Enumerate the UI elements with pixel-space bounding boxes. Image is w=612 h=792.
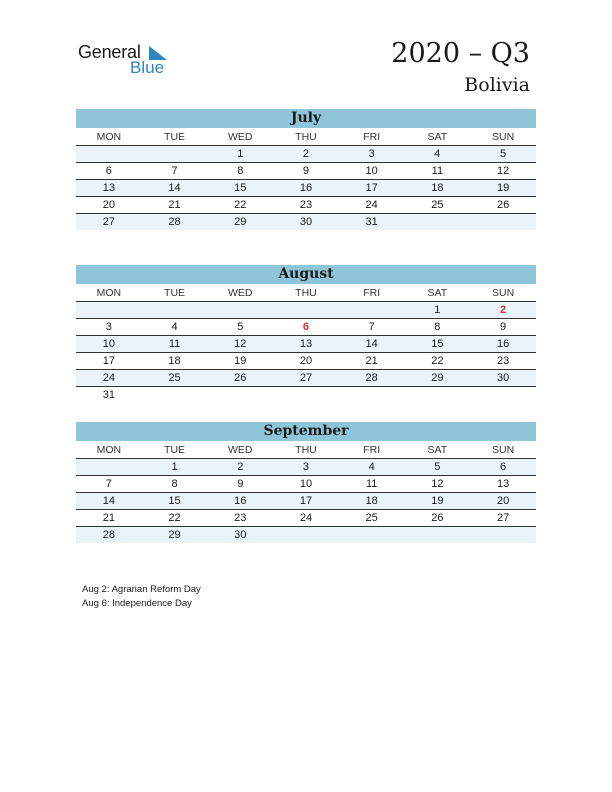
day-cell: 5	[405, 459, 471, 476]
empty-day-cell	[76, 302, 142, 319]
weekday-label: TUE	[142, 441, 208, 459]
weekday-row	[76, 128, 536, 146]
weekday-label: SAT	[405, 441, 471, 459]
day-cell: 29	[207, 214, 273, 231]
day-cell: 21	[339, 353, 405, 370]
day-cell: 6	[76, 163, 142, 180]
weekday-label: SUN	[470, 284, 536, 302]
day-cell: 5	[207, 319, 273, 336]
day-cell: 19	[207, 353, 273, 370]
holiday-day-cell: 6	[273, 319, 339, 336]
day-cell: 12	[405, 476, 471, 493]
day-cell: 9	[470, 319, 536, 336]
holiday-note: Aug 2: Agrarian Reform Day	[82, 584, 201, 595]
weekday-label: FRI	[339, 441, 405, 459]
weekday-label: FRI	[339, 284, 405, 302]
day-cell: 26	[207, 370, 273, 387]
day-cell: 4	[339, 459, 405, 476]
day-cell: 21	[76, 510, 142, 527]
day-cell: 10	[339, 163, 405, 180]
month-header: August	[76, 265, 536, 284]
empty-day-cell	[470, 214, 536, 231]
week-row	[76, 319, 536, 336]
empty-day-cell	[339, 387, 405, 404]
day-cell: 3	[76, 319, 142, 336]
weekday-label: TUE	[142, 284, 208, 302]
weekday-label: THU	[273, 284, 339, 302]
day-cell: 30	[207, 527, 273, 544]
day-cell: 18	[142, 353, 208, 370]
day-cell: 20	[273, 353, 339, 370]
week-row	[76, 180, 536, 197]
empty-day-cell	[405, 387, 471, 404]
week-row	[76, 527, 536, 544]
day-cell: 20	[76, 197, 142, 214]
day-cell: 17	[273, 493, 339, 510]
day-cell: 13	[273, 336, 339, 353]
day-cell: 19	[405, 493, 471, 510]
day-cell: 3	[339, 146, 405, 163]
week-row	[76, 336, 536, 353]
empty-day-cell	[273, 527, 339, 544]
empty-day-cell	[142, 302, 208, 319]
day-cell: 5	[470, 146, 536, 163]
day-cell: 25	[339, 510, 405, 527]
weekday-label: MON	[76, 128, 142, 146]
day-cell: 26	[405, 510, 471, 527]
day-cell: 16	[273, 180, 339, 197]
day-cell: 22	[142, 510, 208, 527]
month-header: July	[76, 109, 536, 128]
day-cell: 23	[207, 510, 273, 527]
day-cell: 28	[339, 370, 405, 387]
empty-day-cell	[470, 527, 536, 544]
holiday-note: Aug 6: Independence Day	[82, 598, 192, 609]
day-cell: 30	[273, 214, 339, 231]
day-cell: 15	[207, 180, 273, 197]
day-cell: 21	[142, 197, 208, 214]
empty-day-cell	[405, 214, 471, 231]
weekday-row	[76, 441, 536, 459]
weekday-label: MON	[76, 284, 142, 302]
day-cell: 28	[142, 214, 208, 231]
day-cell: 22	[405, 353, 471, 370]
day-cell: 8	[142, 476, 208, 493]
holiday-notes	[82, 583, 201, 611]
calendar-table	[76, 284, 536, 403]
week-row	[76, 353, 536, 370]
day-cell: 27	[273, 370, 339, 387]
day-cell: 25	[405, 197, 471, 214]
logo-word-blue: Blue	[130, 58, 165, 77]
day-cell: 25	[142, 370, 208, 387]
day-cell: 6	[470, 459, 536, 476]
day-cell: 2	[273, 146, 339, 163]
day-cell: 9	[273, 163, 339, 180]
empty-day-cell	[142, 146, 208, 163]
day-cell: 14	[142, 180, 208, 197]
weekday-label: SAT	[405, 128, 471, 146]
day-cell: 11	[339, 476, 405, 493]
day-cell: 26	[470, 197, 536, 214]
week-row	[76, 370, 536, 387]
day-cell: 16	[207, 493, 273, 510]
week-row	[76, 197, 536, 214]
week-row	[76, 510, 536, 527]
day-cell: 2	[207, 459, 273, 476]
weekday-row	[76, 284, 536, 302]
day-cell: 27	[76, 214, 142, 231]
day-cell: 10	[273, 476, 339, 493]
day-cell: 28	[76, 527, 142, 544]
empty-day-cell	[207, 387, 273, 404]
day-cell: 12	[470, 163, 536, 180]
empty-day-cell	[405, 527, 471, 544]
day-cell: 24	[76, 370, 142, 387]
day-cell: 3	[273, 459, 339, 476]
day-cell: 14	[339, 336, 405, 353]
week-row	[76, 459, 536, 476]
weekday-label: SUN	[470, 441, 536, 459]
month-july	[76, 109, 536, 230]
empty-day-cell	[207, 302, 273, 319]
weekday-label: FRI	[339, 128, 405, 146]
month-august	[76, 265, 536, 403]
day-cell: 16	[470, 336, 536, 353]
empty-day-cell	[470, 387, 536, 404]
day-cell: 18	[339, 493, 405, 510]
day-cell: 15	[405, 336, 471, 353]
day-cell: 13	[470, 476, 536, 493]
weekday-label: THU	[273, 441, 339, 459]
day-cell: 1	[405, 302, 471, 319]
weekday-label: WED	[207, 441, 273, 459]
weekday-label: SAT	[405, 284, 471, 302]
day-cell: 9	[207, 476, 273, 493]
day-cell: 7	[339, 319, 405, 336]
day-cell: 11	[405, 163, 471, 180]
holiday-day-cell: 2	[470, 302, 536, 319]
day-cell: 12	[207, 336, 273, 353]
country-name: Bolivia	[464, 74, 530, 96]
day-cell: 1	[207, 146, 273, 163]
day-cell: 7	[142, 163, 208, 180]
month-header: September	[76, 422, 536, 441]
day-cell: 31	[102, 389, 115, 401]
day-cell: 22	[207, 197, 273, 214]
week-row	[76, 163, 536, 180]
week-row	[76, 214, 536, 231]
day-cell: 23	[470, 353, 536, 370]
month-september	[76, 422, 536, 543]
week-row	[76, 302, 536, 319]
weekday-label: MON	[76, 441, 142, 459]
week-row	[76, 476, 536, 493]
day-cell: 18	[405, 180, 471, 197]
empty-day-cell	[142, 387, 208, 404]
day-cell: 11	[142, 336, 208, 353]
day-cell: 27	[470, 510, 536, 527]
day-cell: 31	[339, 214, 405, 231]
empty-day-cell	[273, 302, 339, 319]
day-cell: 17	[76, 353, 142, 370]
empty-day-cell	[273, 387, 339, 404]
day-cell: 29	[405, 370, 471, 387]
day-cell: 4	[405, 146, 471, 163]
weekday-label: SUN	[470, 128, 536, 146]
weekday-label: THU	[273, 128, 339, 146]
day-cell: 8	[207, 163, 273, 180]
weekday-label: WED	[207, 284, 273, 302]
day-cell: 19	[470, 180, 536, 197]
day-cell: 13	[76, 180, 142, 197]
empty-day-cell	[76, 146, 142, 163]
page-title: 2020 – Q3	[391, 38, 530, 69]
logo-word-general: General	[78, 42, 141, 62]
day-cell: 23	[273, 197, 339, 214]
calendar-table	[76, 441, 536, 543]
week-row	[76, 493, 536, 510]
weekday-label: TUE	[142, 128, 208, 146]
day-cell: 17	[339, 180, 405, 197]
day-cell: 8	[405, 319, 471, 336]
empty-day-cell	[76, 459, 142, 476]
day-cell: 14	[76, 493, 142, 510]
week-row	[76, 387, 536, 404]
day-cell: 24	[339, 197, 405, 214]
day-cell: 29	[142, 527, 208, 544]
week-row	[76, 146, 536, 163]
calendar-table	[76, 128, 536, 230]
empty-day-cell	[339, 527, 405, 544]
day-cell: 1	[142, 459, 208, 476]
empty-day-cell	[339, 302, 405, 319]
weekday-label: WED	[207, 128, 273, 146]
generalblue-logo	[78, 42, 188, 82]
day-cell: 30	[470, 370, 536, 387]
day-cell: 10	[76, 336, 142, 353]
day-cell: 20	[470, 493, 536, 510]
day-cell: 24	[273, 510, 339, 527]
day-cell: 15	[142, 493, 208, 510]
day-cell: 7	[76, 476, 142, 493]
day-cell: 4	[142, 319, 208, 336]
